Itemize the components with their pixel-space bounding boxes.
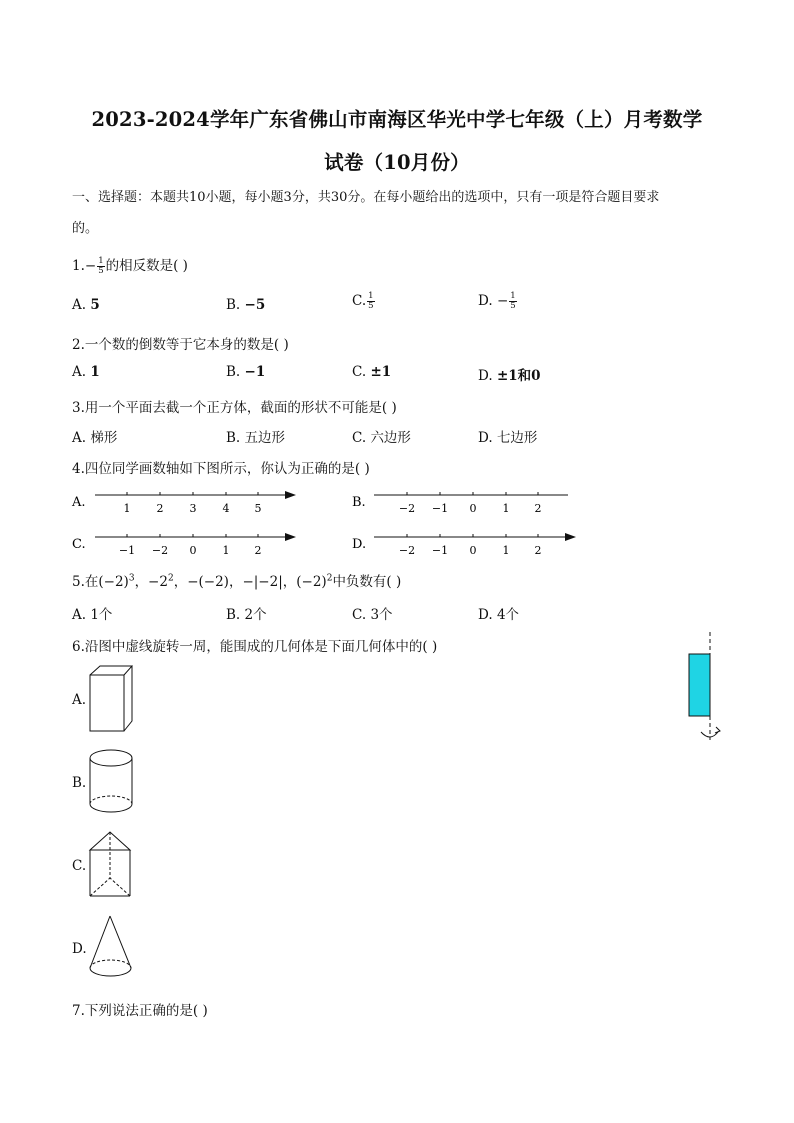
option-letter: D.	[478, 430, 493, 446]
option-letter: B.	[226, 364, 241, 380]
section-heading	[72, 186, 659, 205]
q1-option-c[interactable]	[352, 292, 376, 311]
q1-frac-den: 5	[98, 266, 104, 276]
question-7: 7.下列说法正确的是( )	[72, 1003, 208, 1019]
option-fraction	[367, 292, 374, 311]
q6-label-a: A.	[72, 692, 87, 708]
q4-number-lines	[0, 480, 794, 560]
option-text: 1个	[90, 607, 113, 623]
option-letter: C.	[352, 430, 367, 446]
option-text: 5	[90, 297, 100, 313]
option-letter: C.	[352, 607, 367, 623]
tick-label: 1	[502, 502, 510, 515]
q6-label-d: D.	[72, 941, 87, 957]
option-letter: B.	[226, 297, 241, 313]
tick-label: 2	[534, 502, 542, 515]
q1-option-b[interactable]	[226, 297, 265, 313]
q1-number: 1.	[72, 258, 85, 274]
section-heading-line2: 的。	[72, 221, 99, 236]
option-text: 3个	[370, 607, 393, 623]
option-text: 梯形	[90, 430, 118, 446]
question-6: 6.沿图中虚线旋转一周，能围成的几何体是下面几何体中的( )	[72, 639, 438, 655]
q5-expr-2: ，−2	[134, 574, 168, 590]
q1-frac-num: 1	[98, 256, 104, 266]
q1-minus: −	[84, 258, 97, 274]
option-letter: D.	[478, 293, 493, 309]
q5-option-d[interactable]	[478, 603, 519, 623]
q2-option-a[interactable]	[72, 364, 100, 380]
option-text: ±1	[370, 364, 392, 380]
q4-label-a: A.	[72, 495, 86, 510]
q3-option-c[interactable]	[352, 426, 411, 446]
option-text: −1	[244, 364, 266, 380]
number-line-c[interactable]	[95, 533, 296, 557]
question-1	[72, 254, 188, 276]
q1-fraction	[97, 257, 104, 276]
q1-option-d[interactable]	[478, 292, 518, 311]
tick-label: 3	[189, 502, 197, 515]
question-4: 4.四位同学画数轴如下图所示，你认为正确的是( )	[72, 461, 370, 477]
exam-title-line2: 试卷（10月份）	[324, 151, 470, 174]
number-line-d[interactable]	[374, 533, 576, 557]
option-text: ±1和0	[496, 368, 541, 384]
frac-den: 5	[368, 301, 374, 311]
q2-option-b[interactable]	[226, 364, 265, 380]
q6-label-c: C.	[72, 858, 87, 874]
q5-exp-1: 3	[128, 573, 135, 584]
q6-label-b: B.	[72, 775, 87, 791]
option-text: 4个	[496, 607, 520, 623]
q6-option-a-prism[interactable]	[86, 663, 136, 735]
q5-tail: 中负数有( )	[332, 574, 402, 590]
arrow-icon	[285, 533, 296, 541]
tick-label: 2	[156, 502, 164, 515]
tick-label: 2	[254, 544, 262, 557]
option-text: 2个	[244, 607, 267, 623]
frac-den: 5	[510, 301, 516, 311]
option-letter: D.	[478, 607, 493, 623]
q3-option-b[interactable]	[226, 426, 285, 446]
q5-option-a[interactable]	[72, 603, 112, 623]
q5-expr-1: (−2)	[98, 574, 129, 590]
tick-label: −2	[398, 544, 416, 557]
q4-label-b: B.	[352, 495, 366, 510]
tick-label: 4	[222, 502, 230, 515]
q2-option-c[interactable]	[352, 364, 391, 380]
exam-title-line1: 2023-2024学年广东省佛山市南海区华光中学七年级（上）月考数学	[91, 108, 703, 131]
tick-label: 0	[469, 544, 477, 557]
tick-label: 5	[254, 502, 262, 515]
tick-label: 0	[189, 544, 197, 557]
shaded-rectangle	[689, 654, 710, 716]
section-heading-line1: 一、选择题：本题共10小题，每小题3分，共30分。在每小题给出的选项中，只有一项是符合题目要求	[72, 190, 660, 205]
option-letter: D.	[478, 368, 493, 384]
option-prefix: −	[496, 293, 509, 309]
q1-option-a[interactable]	[72, 297, 100, 313]
option-letter: A.	[72, 364, 87, 380]
option-text: 1	[90, 364, 100, 380]
tick-label: −2	[151, 544, 169, 557]
tick-label: 1	[123, 502, 131, 515]
q6-option-c-triangular-prism[interactable]	[86, 828, 136, 900]
option-text: 五边形	[244, 430, 286, 446]
q6-rotation-figure	[676, 628, 736, 748]
q5-exp-2: 2	[167, 573, 174, 584]
frac-num: 1	[368, 291, 374, 301]
option-letter: A.	[72, 607, 87, 623]
q3-option-a[interactable]	[72, 426, 117, 446]
question-5	[72, 570, 401, 590]
q5-option-c[interactable]	[352, 603, 393, 623]
q4-label-d: D.	[352, 537, 367, 552]
tick-label: −1	[431, 502, 449, 515]
q5-expr-3: ，−(−2)，−|−2|，(−2)	[173, 574, 327, 590]
q1-text: 的相反数是( )	[105, 258, 188, 274]
option-letter: A.	[72, 430, 87, 446]
option-text: 七边形	[496, 430, 538, 446]
tick-label: −1	[431, 544, 449, 557]
frac-num: 1	[510, 291, 516, 301]
tick-label: 2	[534, 544, 542, 557]
arrow-icon	[285, 491, 296, 499]
option-letter: A.	[72, 297, 87, 313]
number-line-a[interactable]	[95, 491, 296, 515]
q6-option-d-cone[interactable]	[86, 912, 136, 984]
q6-option-b-cylinder[interactable]	[86, 746, 136, 816]
q5-prefix: 5.在	[72, 574, 99, 590]
option-letter: C.	[352, 293, 367, 309]
option-text: 六边形	[370, 430, 411, 446]
question-2: 2.一个数的倒数等于它本身的数是( )	[72, 337, 289, 353]
tick-label: −2	[398, 502, 416, 515]
number-line-b[interactable]	[374, 492, 568, 515]
option-letter: C.	[352, 364, 367, 380]
arrow-icon	[565, 533, 576, 541]
q4-label-c: C.	[72, 537, 86, 552]
option-text: −5	[244, 297, 266, 313]
q5-exp-3: 2	[326, 573, 333, 584]
option-letter: B.	[226, 430, 241, 446]
tick-label: 1	[222, 544, 230, 557]
question-3: 3.用一个平面去截一个正方体，截面的形状不可能是( )	[72, 400, 397, 416]
option-fraction	[509, 292, 516, 311]
q2-option-d[interactable]	[478, 364, 541, 384]
option-letter: B.	[226, 607, 241, 623]
tick-label: −1	[118, 544, 136, 557]
q3-option-d[interactable]	[478, 426, 537, 446]
q5-option-b[interactable]	[226, 603, 267, 623]
tick-label: 1	[502, 544, 510, 557]
tick-label: 0	[469, 502, 477, 515]
